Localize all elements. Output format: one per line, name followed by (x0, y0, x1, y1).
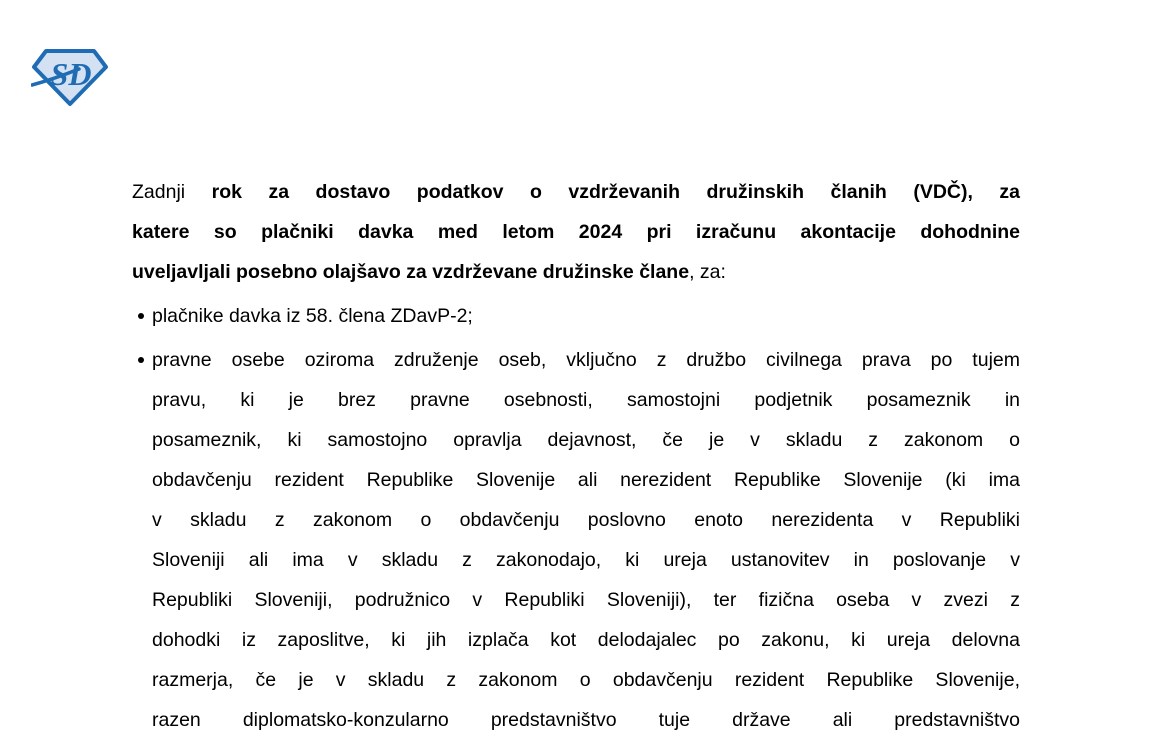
text-line: Republiki Sloveniji, podružnico v Republiki Sloveniji), ter fizična oseba v zvezi z (152, 589, 1020, 611)
bullet-marker (138, 357, 144, 363)
document-body (132, 172, 1020, 740)
logo-letters: SD (50, 56, 92, 92)
text-line: pravu, ki je brez pravne osebnosti, samostojni podjetnik posameznik in (152, 389, 1020, 411)
bullet-marker (138, 313, 144, 319)
bullet-item-2 (132, 340, 1020, 740)
text-line: uveljavljali posebno olajšavo za vzdrževane družinske člane, za: (132, 261, 726, 283)
text-line: posameznik, ki samostojno opravlja dejavnost, če je v skladu z zakonom o (152, 429, 1020, 451)
text-line: razmerja, če je v skladu z zakonom o obdavčenju rezident Republike Slovenije, (152, 669, 1020, 691)
intro-paragraph (132, 172, 1020, 292)
sd-shield-logo (31, 47, 109, 107)
bullet-text-1 (152, 296, 1020, 336)
text-line: dohodki iz zaposlitve, ki jih izplača kot delodajalec po zakonu, ki ureja delovna (152, 629, 1020, 651)
bullet-item-1 (132, 296, 1020, 336)
text-line: pravne osebe oziroma združenje oseb, vključno z družbo civilnega prava po tujem (152, 349, 1020, 371)
text-line: plačnike davka iz 58. člena ZDavP-2; (152, 305, 473, 327)
text-line: razen diplomatsko-konzularno predstavništvo tuje države ali predstavništvo (152, 709, 1020, 731)
bullet-text-2 (152, 340, 1020, 740)
text-line: katere so plačniki davka med letom 2024 pri izračunu akontacije dohodnine (132, 221, 1020, 243)
text-line: Zadnji rok za dostavo podatkov o vzdrževanih družinskih članih (VDČ), za (132, 181, 1020, 203)
text-line: v skladu z zakonom o obdavčenju poslovno enoto nerezidenta v Republiki (152, 509, 1020, 531)
text-line: obdavčenju rezident Republike Slovenije ali nerezident Republike Slovenije (ki ima (152, 469, 1020, 491)
text-line: Sloveniji ali ima v skladu z zakonodajo, ki ureja ustanovitev in poslovanje v (152, 549, 1020, 571)
